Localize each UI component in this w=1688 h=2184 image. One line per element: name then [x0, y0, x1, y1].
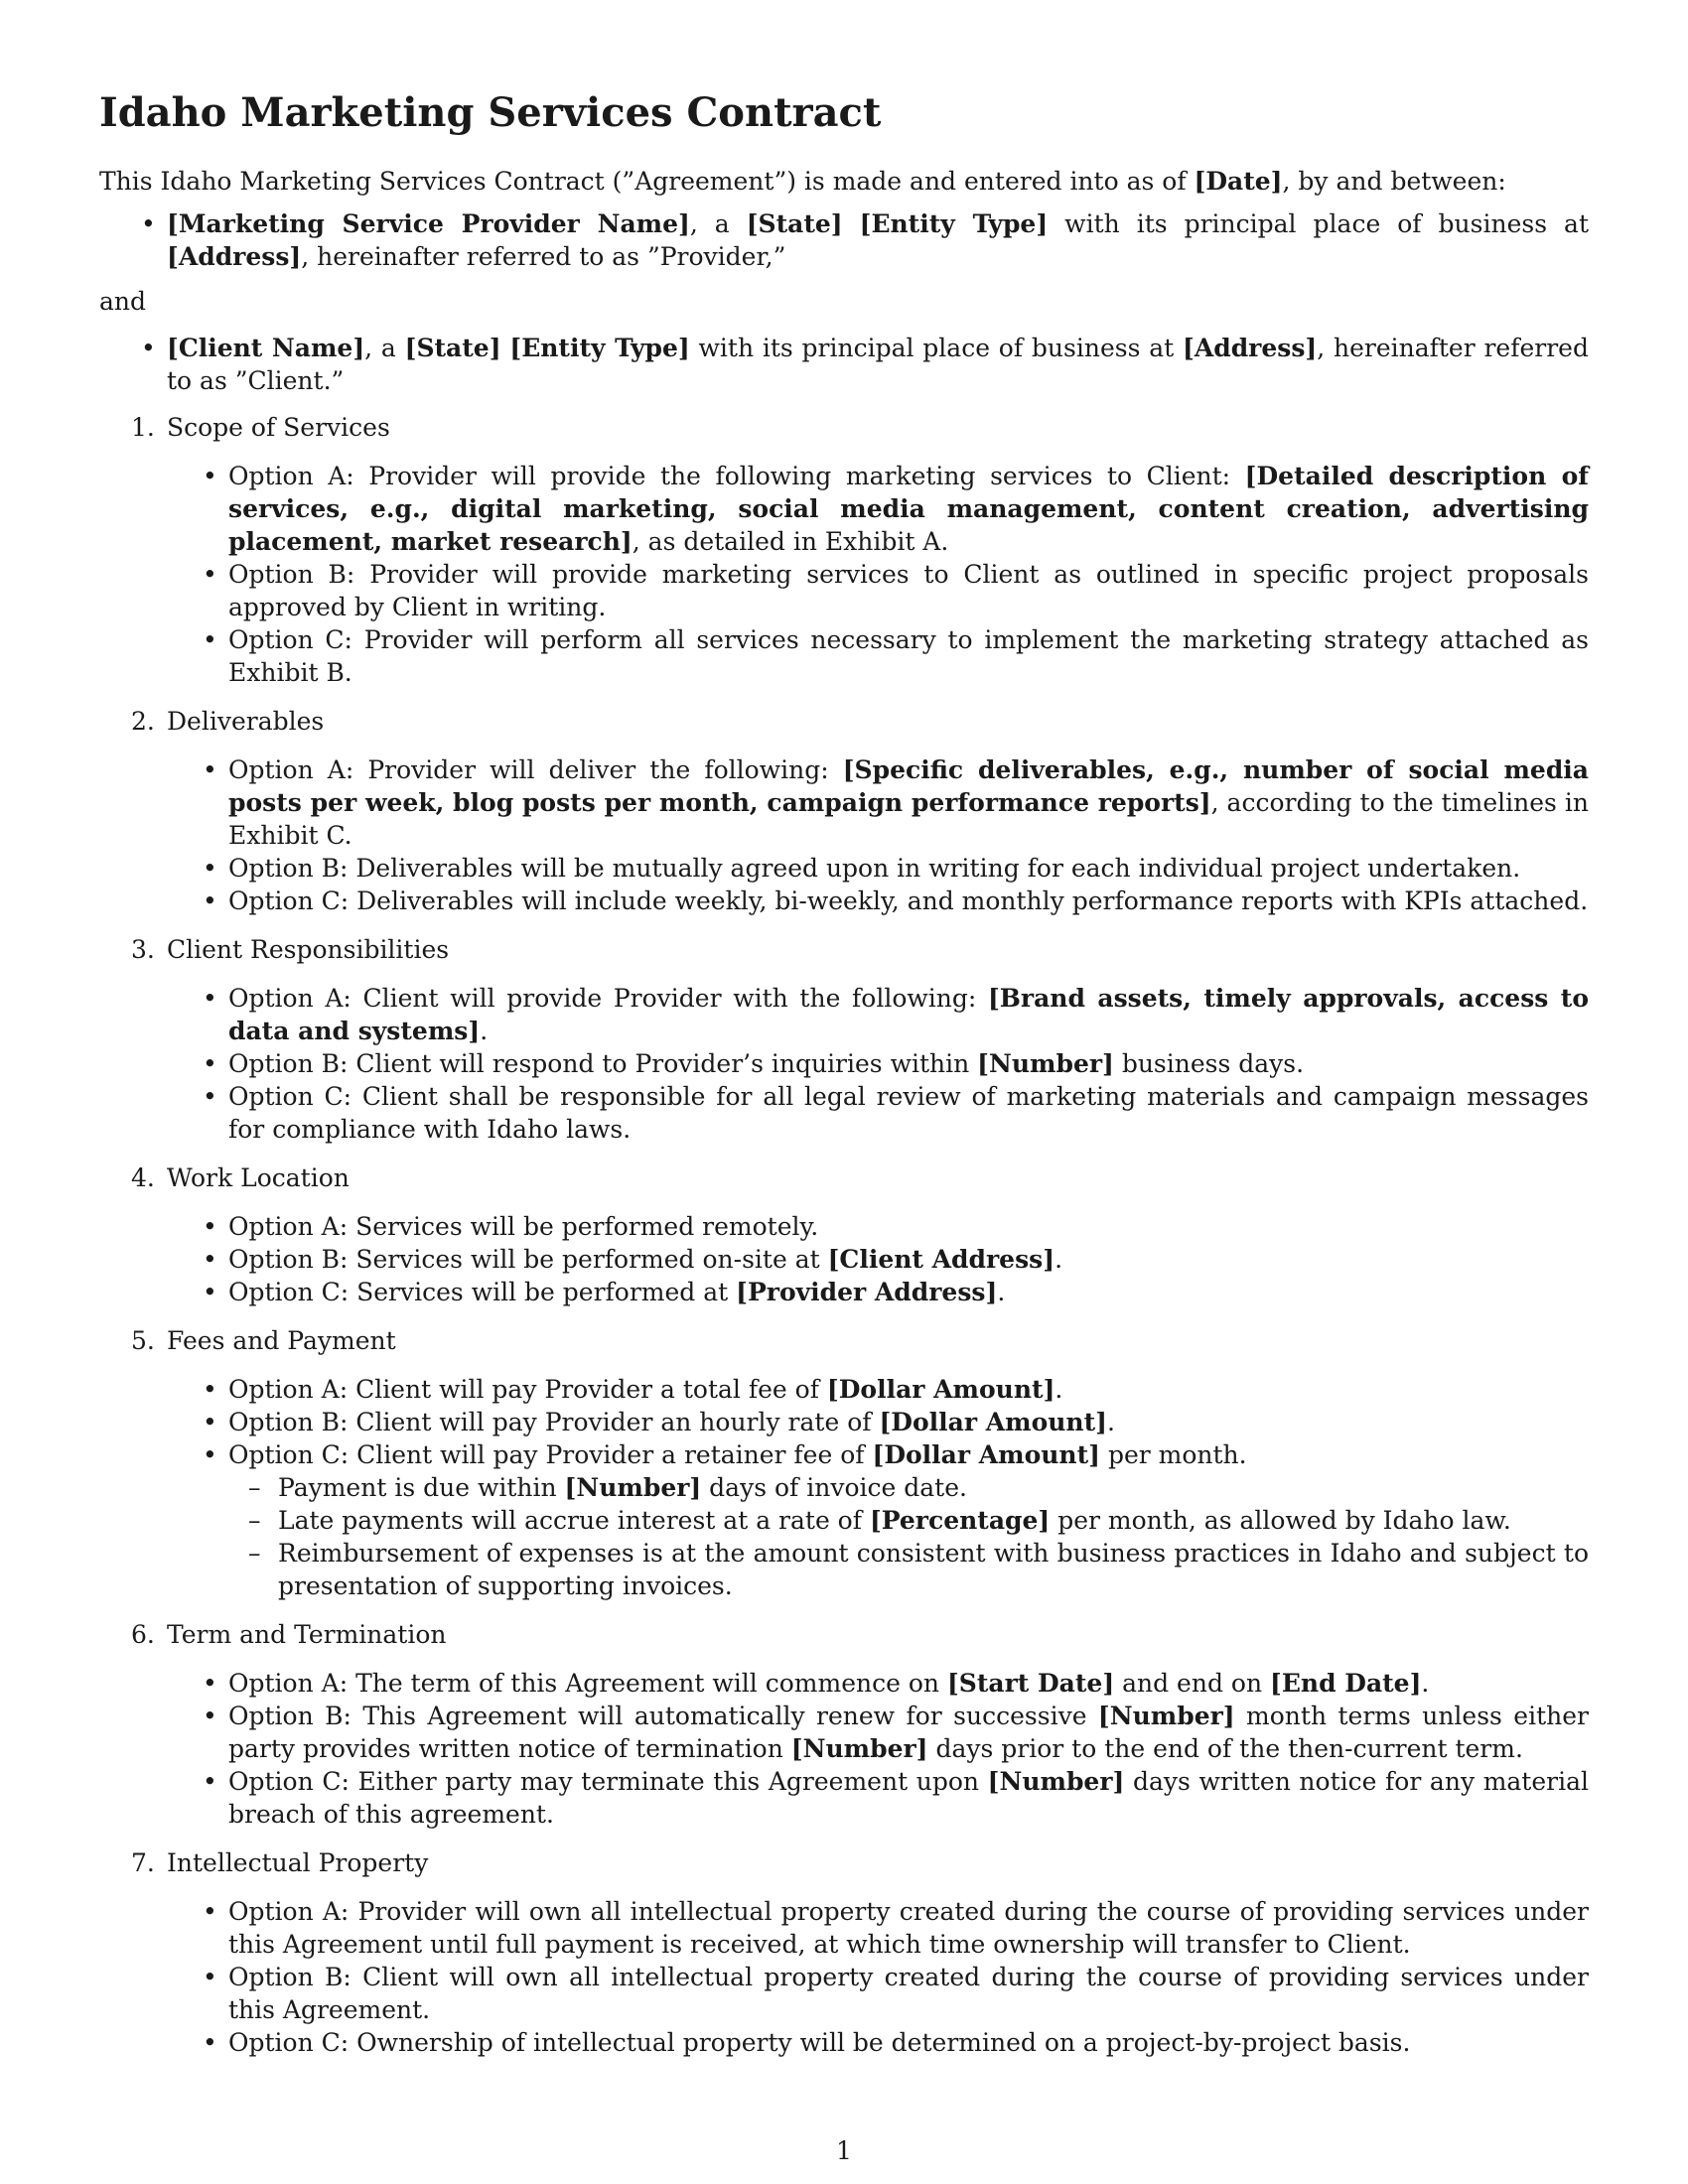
option-list [167, 1210, 1589, 1308]
option-item [228, 1895, 1589, 1961]
clause-text: . [1055, 1375, 1063, 1404]
section-item [131, 1618, 1589, 1831]
clause-text: Option C: Either party may terminate this Agreement upon [228, 1767, 988, 1796]
clause-text: days prior to the end of the then-current term. [927, 1734, 1523, 1763]
option-item [228, 1438, 1589, 1602]
clause-text: , according to the timelines in Exhibit C. [228, 788, 1589, 850]
clause-text: Option B: Provider will provide marketing services to Client as outlined in specific project proposals approved by Client in writing. [228, 560, 1589, 621]
section-item [131, 933, 1589, 1146]
option-item [228, 1406, 1589, 1438]
option-list [167, 1895, 1589, 2059]
party-list-provider [99, 207, 1589, 273]
party-text: , hereinafter referred to as ”Provider,” [301, 242, 786, 271]
and-word: and [99, 287, 147, 316]
clause-text: Option B: This Agreement will automatically renew for successive [228, 1702, 1098, 1730]
option-item [228, 852, 1589, 885]
clause-text: . [997, 1278, 1006, 1306]
clause-text: Option C: Client will pay Provider a retainer fee of [228, 1440, 873, 1469]
payment-term-item [278, 1504, 1589, 1537]
clause-text: Option C: Provider will perform all services necessary to implement the marketing strategy attached as Exhibit B. [228, 625, 1589, 687]
entity-type-placeholder: [Entity Type] [859, 209, 1049, 238]
section-number: 4. [131, 1163, 155, 1192]
option-item [228, 558, 1589, 623]
option-item [228, 1961, 1589, 2026]
section-number: 5. [131, 1326, 155, 1355]
address-placeholder: [Address] [1182, 334, 1318, 362]
clause-text: Option C: Services will be performed at [228, 1278, 737, 1306]
clause-text: Option B: Client will own all intellectual property created during the course of providing services under this Agreement. [228, 1963, 1589, 2024]
intro-text: This Idaho Marketing Services Contract (”Agreement”) is made and entered into as of [99, 167, 1195, 196]
option-item [228, 1765, 1589, 1831]
option-list [167, 753, 1589, 917]
clause-text: Option C: Deliverables will include weekly, bi-weekly, and monthly performance reports with KPIs attached. [228, 887, 1589, 915]
option-item [228, 460, 1589, 558]
placeholder-field: [Number] [977, 1049, 1114, 1078]
section-title: Fees and Payment [167, 1326, 396, 1355]
placeholder-field: [Dollar Amount] [826, 1375, 1055, 1404]
section-item [131, 411, 1590, 689]
section-number: 6. [131, 1620, 155, 1649]
option-item [228, 623, 1589, 689]
clause-text: Option B: Client will respond to Provider’s inquiries within [228, 1049, 978, 1078]
placeholder-field: [Specific deliverables, e.g., number of social media posts per week, blog posts per month, campaign performance reports] [228, 755, 1589, 817]
section-number: 7. [131, 1848, 155, 1877]
option-item [228, 753, 1589, 852]
clause-text: Reimbursement of expenses is at the amount consistent with business practices in Idaho and subject to presentation of supporting invoices. [278, 1539, 1589, 1600]
placeholder-field: [Brand assets, timely approvals, access to data and systems] [228, 984, 1589, 1045]
entity-type-placeholder: [Entity Type] [509, 334, 690, 362]
option-item [228, 1667, 1589, 1700]
clause-text: , as detailed in Exhibit A. [632, 527, 949, 556]
clause-text: . [1421, 1669, 1430, 1698]
section-number: 3. [131, 935, 155, 964]
section-number: 2. [131, 707, 155, 736]
clause-text: per month. [1100, 1440, 1247, 1469]
placeholder-field: [Dollar Amount] [872, 1440, 1100, 1469]
state-placeholder: [State] [404, 334, 501, 362]
clause-text: Option A: Provider will deliver the following: [228, 755, 843, 784]
party-text [843, 209, 860, 238]
option-list [167, 460, 1589, 689]
section-item [131, 1324, 1589, 1602]
clause-text: days of invoice date. [701, 1473, 967, 1502]
address-placeholder: [Address] [167, 242, 302, 271]
option-item [228, 885, 1589, 917]
clause-text: business days. [1113, 1049, 1305, 1078]
clause-text: Payment is due within [278, 1473, 565, 1502]
section-title: Client Responsibilities [167, 935, 450, 964]
option-item [228, 982, 1589, 1047]
placeholder-field: [End Date] [1270, 1669, 1422, 1698]
party-text: with its principal place of business at [1048, 209, 1589, 238]
option-list [167, 982, 1589, 1146]
option-list [167, 1373, 1589, 1602]
section-title: Scope of Services [167, 413, 390, 442]
placeholder-field: [Number] [987, 1767, 1125, 1796]
provider-name-placeholder: [Marketing Service Provider Name] [167, 209, 690, 238]
option-item [228, 2026, 1589, 2059]
placeholder-field: [Number] [564, 1473, 702, 1502]
option-item [228, 1210, 1589, 1243]
clause-text: Option C: Ownership of intellectual property will be determined on a project-by-project basis. [228, 2028, 1411, 2057]
clause-text: Option A: Client will provide Provider with the following: [228, 984, 988, 1013]
party-text: with its principal place of business at [689, 334, 1183, 362]
placeholder-field: [Start Date] [946, 1669, 1115, 1698]
payment-terms-list [228, 1471, 1589, 1602]
document-body [99, 165, 1589, 2059]
placeholder-field: [Percentage] [869, 1506, 1051, 1535]
date-placeholder: [Date] [1194, 167, 1283, 196]
option-item [228, 1276, 1589, 1308]
option-list [167, 1667, 1589, 1831]
option-item [228, 1047, 1589, 1080]
section-item [131, 705, 1589, 917]
placeholder-field: [Number] [790, 1734, 928, 1763]
page-number: 1 [836, 2136, 852, 2165]
placeholder-field: [Detailed description of services, e.g., digital marketing, social media management, content creation, advertising placement, market research] [228, 462, 1590, 556]
party-list-client [99, 332, 1589, 397]
clause-text: Option A: Client will pay Provider a total fee of [228, 1375, 827, 1404]
intro-paragraph [99, 165, 1589, 198]
payment-term-item [278, 1471, 1589, 1504]
clause-text: Option B: Client will pay Provider an hourly rate of [228, 1408, 880, 1436]
clause-text: days written notice for any material breach of this agreement. [228, 1767, 1589, 1829]
placeholder-field: [Number] [1097, 1702, 1235, 1730]
state-placeholder: [State] [746, 209, 843, 238]
client-name-placeholder: [Client Name] [167, 334, 365, 362]
clause-text: Late payments will accrue interest at a rate of [278, 1506, 870, 1535]
placeholder-field: [Provider Address] [736, 1278, 998, 1306]
party-client [167, 332, 1589, 397]
section-title: Intellectual Property [167, 1848, 429, 1877]
section-title: Term and Termination [167, 1620, 447, 1649]
clause-text: Option A: Provider will provide the following marketing services to Client: [228, 462, 1245, 490]
section-number: 1. [131, 413, 155, 442]
option-item [228, 1080, 1589, 1146]
clause-text: Option B: Deliverables will be mutually agreed upon in writing for each individual project undertaken. [228, 854, 1521, 883]
placeholder-field: [Dollar Amount] [879, 1408, 1107, 1436]
clause-text: Option A: Services will be performed remotely. [228, 1212, 819, 1241]
intro-text: , by and between: [1282, 167, 1506, 196]
clause-text: Option C: Client shall be responsible for all legal review of marketing materials and campaign messages for compliance with Idaho laws. [228, 1082, 1589, 1144]
section-item [131, 1161, 1589, 1308]
clause-text: Option A: Provider will own all intellectual property created during the course of providing services under this Agreement until full payment is received, at which time ownership will transfer to Client. [228, 1897, 1589, 1959]
section-title: Deliverables [167, 707, 325, 736]
clause-text: Option A: The term of this Agreement will commence on [228, 1669, 947, 1698]
option-item [228, 1700, 1589, 1765]
clause-text: per month, as allowed by Idaho law. [1050, 1506, 1511, 1535]
option-item [228, 1243, 1589, 1276]
party-text: , hereinafter referred to as ”Client.” [167, 334, 1589, 395]
option-item [228, 1373, 1589, 1406]
clause-text: month terms unless either party provides written notice of termination [228, 1702, 1589, 1763]
clause-text: . [480, 1017, 489, 1045]
placeholder-field: [Client Address] [827, 1245, 1055, 1274]
clause-text: Option B: Services will be performed on-site at [228, 1245, 828, 1274]
section-item [131, 1846, 1589, 2059]
clause-text: . [1055, 1245, 1063, 1274]
party-text: , a [364, 334, 405, 362]
section-title: Work Location [167, 1163, 350, 1192]
party-text: , a [689, 209, 747, 238]
payment-term-item [278, 1537, 1589, 1602]
clause-text: and end on [1114, 1669, 1271, 1698]
document-title: Idaho Marketing Services Contract [99, 89, 882, 136]
party-provider [167, 207, 1589, 273]
document-page [99, 87, 1589, 2075]
clause-text: . [1106, 1408, 1115, 1436]
section-list [99, 411, 1589, 2059]
